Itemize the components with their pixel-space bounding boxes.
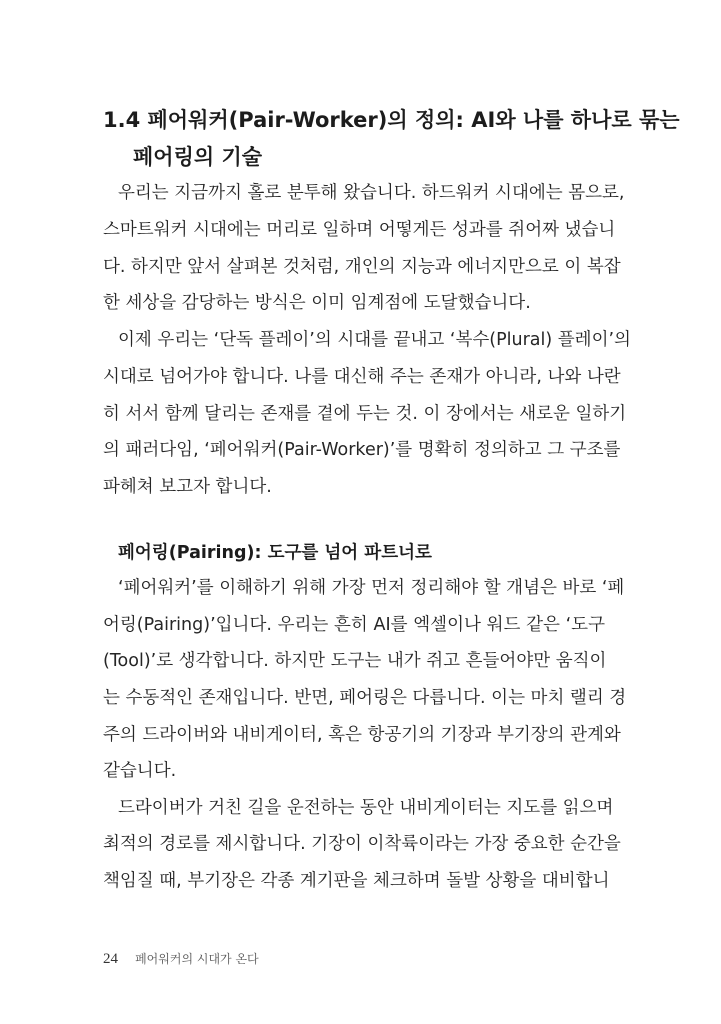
page-footer — [103, 948, 259, 968]
page-number: 24 — [103, 951, 118, 967]
text-line: 우리는 지금까지 홀로 분투해 왔습니다. 하드워커 시대에는 몸으로, — [118, 183, 625, 203]
text-line: 드라이버가 거친 길을 운전하는 동안 내비게이터는 지도를 읽으며 — [118, 798, 614, 818]
text-line: 스마트워커 시대에는 머리로 일하며 어떻게든 성과를 쥐어짜 냈습니 — [103, 220, 616, 240]
text-line: 의 패러다임, ‘페어워커(Pair-Worker)’를 명확히 정의하고 그 구조를 — [103, 440, 621, 460]
text-line: (Tool)’로 생각합니다. 하지만 도구는 내가 쥐고 흔들어야만 움직이 — [103, 651, 607, 671]
text-line: 주의 드라이버와 내비게이터, 혹은 항공기의 기장과 부기장의 관계와 — [103, 725, 621, 745]
text-line: 히 서서 함께 달리는 존재를 곁에 두는 것. 이 장에서는 새로운 일하기 — [103, 404, 627, 424]
chapter-heading-line-1: 1.4 페어워커(Pair-Worker)의 정의: AI와 나를 하나로 묶는 — [103, 108, 680, 132]
section-heading: 페어링(Pairing): 도구를 넘어 파트너로 — [118, 543, 432, 563]
text-line: 같습니다. — [103, 761, 177, 781]
text-line: 시대로 넘어가야 합니다. 나를 대신해 주는 존재가 아니라, 나와 나란 — [103, 367, 621, 387]
text-line: 책임질 때, 부기장은 각종 계기판을 체크하며 돌발 상황을 대비합니 — [103, 871, 610, 891]
running-title: 페어워커의 시대가 온다 — [135, 952, 259, 966]
chapter-heading-line-2: 페어링의 기술 — [133, 145, 263, 169]
text-line: 최적의 경로를 제시합니다. 기장이 이착륙이라는 가장 중요한 순간을 — [103, 834, 621, 854]
text-line: 다. 하지만 앞서 살펴본 것처럼, 개인의 지능과 에너지만으로 이 복잡 — [103, 257, 621, 277]
text-line: 한 세상을 감당하는 방식은 이미 임계점에 도달했습니다. — [103, 293, 531, 313]
text-line: 파헤쳐 보고자 합니다. — [103, 477, 272, 497]
text-line: 는 수동적인 존재입니다. 반면, 페어링은 다릅니다. 이는 마치 랠리 경 — [103, 688, 627, 708]
text-line: 이제 우리는 ‘단독 플레이’의 시대를 끝내고 ‘복수(Plural) 플레이’의 — [118, 330, 631, 350]
text-line: 어링(Pairing)’입니다. 우리는 흔히 AI를 엑셀이나 워드 같은 ‘도구 — [103, 615, 605, 635]
text-line: ‘페어워커’를 이해하기 위해 가장 먼저 정리해야 할 개념은 바로 ‘페 — [118, 578, 625, 598]
